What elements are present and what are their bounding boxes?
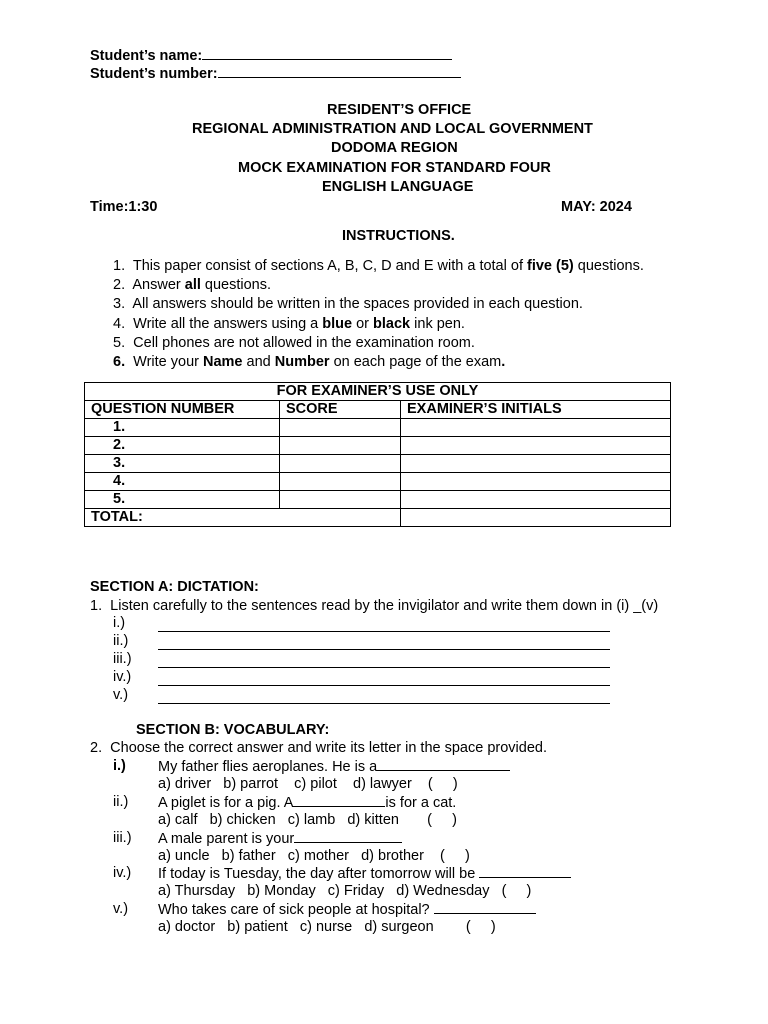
score-cell[interactable]: [280, 419, 401, 437]
exam-time: Time:1:30: [90, 199, 158, 215]
vocab-item-options: a) calf b) chicken c) lamb d) kitten ( ): [158, 812, 457, 828]
total-row: [85, 509, 671, 527]
dictation-item-label: iv.): [113, 669, 132, 685]
vocab-item-options: a) Thursday b) Monday c) Friday d) Wednesday ( ): [158, 883, 532, 899]
score-cell[interactable]: [280, 491, 401, 509]
initials-cell[interactable]: [401, 419, 671, 437]
score-cell[interactable]: [280, 473, 401, 491]
vocab-item-options: a) driver b) parrot c) pilot d) lawyer ( ): [158, 776, 458, 792]
instructions-heading: INSTRUCTIONS.: [342, 228, 455, 244]
dictation-answer-line[interactable]: [158, 649, 610, 650]
table-row: 5.: [85, 491, 671, 509]
score-cell[interactable]: [280, 437, 401, 455]
table-row: 3.: [85, 455, 671, 473]
student-number-label: Student’s number:: [90, 66, 218, 82]
vocab-item-question: A piglet is for a pig. A is for a cat.: [158, 795, 457, 811]
dictation-item-label: ii.): [113, 633, 129, 649]
vocab-item-question: If today is Tuesday, the day after tomorrow will be: [158, 865, 571, 882]
table-row: 4.: [85, 473, 671, 491]
instruction-item: 5. Cell phones are not allowed in the examination room.: [113, 335, 475, 351]
section-a-heading: SECTION A: DICTATION:: [90, 579, 259, 595]
initials-cell[interactable]: [401, 437, 671, 455]
vocab-item-number: iv.): [113, 865, 132, 881]
dictation-item-label: v.): [113, 687, 129, 703]
vocab-item-question: My father flies aeroplanes. He is a: [158, 758, 510, 775]
table-row: 2.: [85, 437, 671, 455]
instruction-item: 4. Write all the answers using a blue or black ink pen.: [113, 316, 465, 332]
vocab-item-number: ii.): [113, 794, 129, 810]
student-number-row: [90, 65, 461, 82]
initials-cell[interactable]: [401, 491, 671, 509]
initials-cell[interactable]: [401, 473, 671, 491]
answer-blank[interactable]: [434, 901, 536, 914]
examiner-table: [84, 382, 671, 527]
vocab-item-question: A male parent is your: [158, 830, 402, 847]
dictation-item-label: iii.): [113, 651, 132, 667]
vocab-item-question: Who takes care of sick people at hospital?: [158, 901, 536, 918]
student-name-label: Student’s name:: [90, 48, 203, 64]
dictation-answer-line[interactable]: [158, 685, 610, 686]
section-b-question: 2. Choose the correct answer and write its letter in the space provided.: [90, 740, 547, 756]
answer-blank[interactable]: [479, 865, 571, 878]
vocab-item-options: a) uncle b) father c) mother d) brother ( ): [158, 848, 470, 864]
total-cell[interactable]: [401, 509, 671, 527]
title-line-5: ENGLISH LANGUAGE: [322, 179, 474, 195]
student-number-field[interactable]: [218, 65, 461, 78]
initials-cell[interactable]: [401, 455, 671, 473]
title-line-2: REGIONAL ADMINISTRATION AND LOCAL GOVERNMENT: [192, 121, 593, 137]
dictation-item-label: i.): [113, 615, 126, 631]
dictation-answer-line[interactable]: [158, 703, 610, 704]
column-header: EXAMINER’S INITIALS: [401, 401, 671, 419]
total-label: TOTAL:: [85, 509, 401, 527]
instruction-item: 2. Answer all questions.: [113, 277, 272, 293]
title-line-4: MOCK EXAMINATION FOR STANDARD FOUR: [238, 160, 551, 176]
answer-blank[interactable]: [293, 794, 385, 807]
exam-date: MAY: 2024: [561, 199, 632, 215]
title-line-3: DODOMA REGION: [331, 140, 458, 156]
title-line-1: RESIDENT’S OFFICE: [327, 102, 472, 118]
table-row: 1.: [85, 419, 671, 437]
answer-blank[interactable]: [377, 758, 510, 771]
vocab-item-number: iii.): [113, 830, 132, 846]
instruction-item: 3. All answers should be written in the spaces provided in each question.: [113, 296, 583, 312]
examiner-table-title: FOR EXAMINER’S USE ONLY: [85, 383, 671, 401]
instruction-item: 6. Write your Name and Number on each page of the exam.: [113, 354, 506, 370]
section-a-question: 1. Listen carefully to the sentences read by the invigilator and write them down in (i) _(v): [90, 598, 659, 614]
column-header: QUESTION NUMBER: [85, 401, 280, 419]
section-b-heading: SECTION B: VOCABULARY:: [136, 722, 330, 738]
student-name-row: [90, 47, 452, 64]
vocab-item-number: i.): [113, 758, 126, 774]
dictation-answer-line[interactable]: [158, 667, 610, 668]
vocab-item-options: a) doctor b) patient c) nurse d) surgeon ( ): [158, 919, 496, 935]
dictation-answer-line[interactable]: [158, 631, 610, 632]
student-name-field[interactable]: [202, 47, 452, 60]
vocab-item-number: v.): [113, 901, 129, 917]
column-header: SCORE: [280, 401, 401, 419]
instruction-item: 1. This paper consist of sections A, B, C, D and E with a total of five (5) questions.: [113, 258, 644, 274]
score-cell[interactable]: [280, 455, 401, 473]
answer-blank[interactable]: [294, 830, 402, 843]
